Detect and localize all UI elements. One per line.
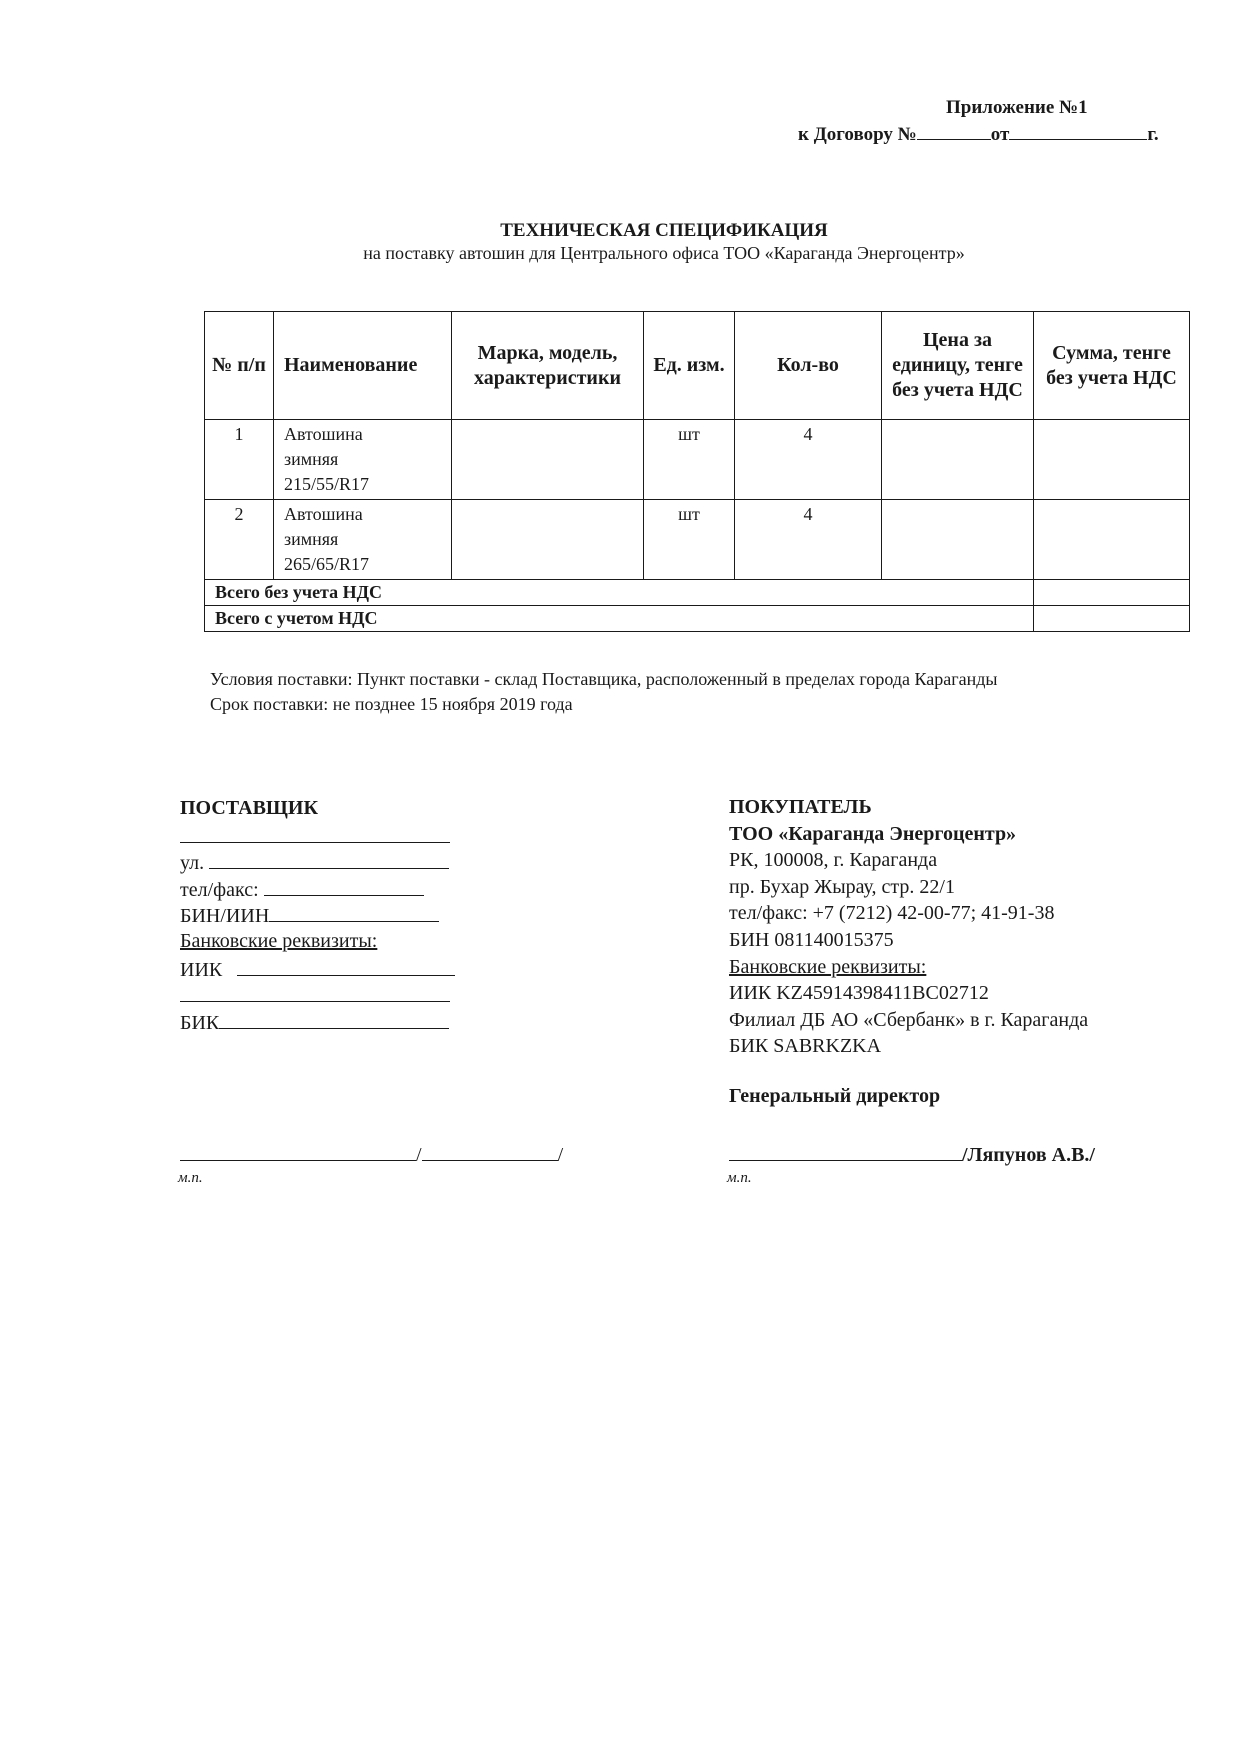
- supplier-blank-line: [180, 822, 480, 849]
- supplier-street-label: ул.: [180, 852, 205, 875]
- row-name-line: зимняя: [284, 449, 339, 469]
- stamp-place-buyer: м.п.: [727, 1170, 752, 1186]
- row-brand: [452, 500, 644, 580]
- row-qty: 4: [735, 500, 882, 580]
- row-unit: шт: [644, 420, 735, 500]
- blank-line: [180, 822, 450, 843]
- row-number: 2: [205, 500, 274, 580]
- delivery-conditions: Условия поставки: Пункт поставки - склад Поставщика, расположенный в пределах города Караганды: [210, 669, 998, 689]
- signature-slash: /: [416, 1144, 422, 1166]
- supplier-bank-label: Банковские реквизиты:: [180, 929, 378, 952]
- supplier-phone-row: [180, 875, 480, 902]
- row-sum: [1034, 420, 1190, 500]
- buyer-signature-line: [729, 1140, 1095, 1167]
- buyer-address-1: РК, 100008, г. Караганда: [729, 849, 938, 872]
- contract-number-blank: [917, 122, 991, 140]
- blank-line: [219, 1008, 449, 1029]
- col-header-unit: Ед. изм.: [644, 312, 735, 420]
- signature-blank: [180, 1140, 416, 1161]
- buyer-block: [729, 794, 1189, 1060]
- buyer-iik: ИИК KZ45914398411BC02712: [729, 982, 989, 1005]
- delivery-term: Срок поставки: не позднее 15 ноября 2019 года: [210, 694, 573, 714]
- specification-table: [204, 311, 1190, 632]
- buyer-heading: ПОКУПАТЕЛЬ: [729, 796, 872, 818]
- total-with-vat-label: Всего с учетом НДС: [205, 606, 1034, 632]
- annex-from: от: [990, 124, 1010, 145]
- col-header-name: Наименование: [274, 312, 452, 420]
- supplier-blank-line: [180, 981, 480, 1008]
- row-name-line: зимняя: [284, 529, 339, 549]
- name-blank: [422, 1140, 558, 1161]
- row-price: [882, 420, 1034, 500]
- buyer-bik: БИК SABRKZKA: [729, 1035, 882, 1058]
- table-row: [205, 420, 1190, 500]
- col-header-qty: Кол-во: [735, 312, 882, 420]
- annex-contract-line: [798, 122, 1159, 146]
- total-without-vat-row: [205, 580, 1190, 606]
- total-with-vat-row: [205, 606, 1190, 632]
- supplier-heading: ПОСТАВЩИК: [180, 797, 318, 819]
- signature-blank: [729, 1140, 962, 1161]
- annex-year: г.: [1147, 124, 1159, 145]
- row-name: [274, 500, 452, 580]
- col-header-brand: Марка, модель, характеристики: [452, 312, 644, 420]
- row-price: [882, 500, 1034, 580]
- supplier-street-row: [180, 848, 480, 875]
- row-number: 1: [205, 420, 274, 500]
- col-header-sum: Сумма, тенге без учета НДС: [1034, 312, 1190, 420]
- blank-line: [237, 955, 455, 976]
- row-sum: [1034, 500, 1190, 580]
- signature-slash: /: [557, 1144, 564, 1166]
- supplier-block: [180, 795, 480, 1034]
- total-without-vat-label: Всего без учета НДС: [205, 580, 1034, 606]
- director-title: Генеральный директор: [729, 1085, 941, 1107]
- supplier-signature-line: [180, 1140, 563, 1167]
- total-with-vat-value: [1034, 606, 1190, 632]
- annex-prefix: к Договору №: [798, 124, 917, 145]
- table-row: [205, 500, 1190, 580]
- annex-title: Приложение №1: [946, 97, 1088, 118]
- stamp-place-supplier: м.п.: [178, 1170, 203, 1186]
- blank-line: [269, 901, 439, 922]
- buyer-bin: БИН 081140015375: [729, 928, 894, 951]
- supplier-bin-label: БИН/ИИН: [180, 905, 270, 928]
- supplier-bik-row: [180, 1008, 480, 1035]
- row-unit: шт: [644, 500, 735, 580]
- col-header-price: Цена за единицу, тенге без учета НДС: [882, 312, 1034, 420]
- blank-line: [180, 981, 450, 1002]
- supplier-bin-row: [180, 901, 480, 928]
- buyer-address-2: пр. Бухар Жырау, стр. 22/1: [729, 875, 955, 898]
- supplier-iik-label: ИИК: [180, 958, 223, 981]
- document-title: ТЕХНИЧЕСКАЯ СПЕЦИФИКАЦИЯ: [500, 220, 828, 241]
- contract-date-blank: [1009, 122, 1147, 140]
- row-brand: [452, 420, 644, 500]
- row-name-line: 265/65/R17: [284, 554, 370, 574]
- row-name-line: Автошина: [284, 424, 363, 444]
- row-name-line: 215/55/R17: [284, 474, 370, 494]
- col-header-number: № п/п: [205, 312, 274, 420]
- supplier-bik-label: БИК: [180, 1011, 220, 1034]
- blank-line: [264, 875, 424, 896]
- director-name: /Ляпунов А.В./: [962, 1144, 1095, 1166]
- buyer-phone: тел/факс: +7 (7212) 42-00-77; 41-91-38: [729, 902, 1055, 925]
- buyer-company: ТОО «Караганда Энергоцентр»: [729, 822, 1017, 845]
- document-subtitle: на поставку автошин для Центрального офиса ТОО «Караганда Энергоцентр»: [363, 243, 965, 263]
- buyer-bank-label: Банковские реквизиты:: [729, 955, 927, 978]
- supplier-phone-label: тел/факс:: [180, 878, 259, 901]
- row-name-line: Автошина: [284, 504, 363, 524]
- total-without-vat-value: [1034, 580, 1190, 606]
- row-qty: 4: [735, 420, 882, 500]
- buyer-bank-branch: Филиал ДБ АО «Сбербанк» в г. Караганда: [729, 1008, 1089, 1031]
- row-name: [274, 420, 452, 500]
- supplier-iik-row: [180, 955, 480, 982]
- blank-line: [209, 848, 449, 869]
- table-header-row: [205, 312, 1190, 420]
